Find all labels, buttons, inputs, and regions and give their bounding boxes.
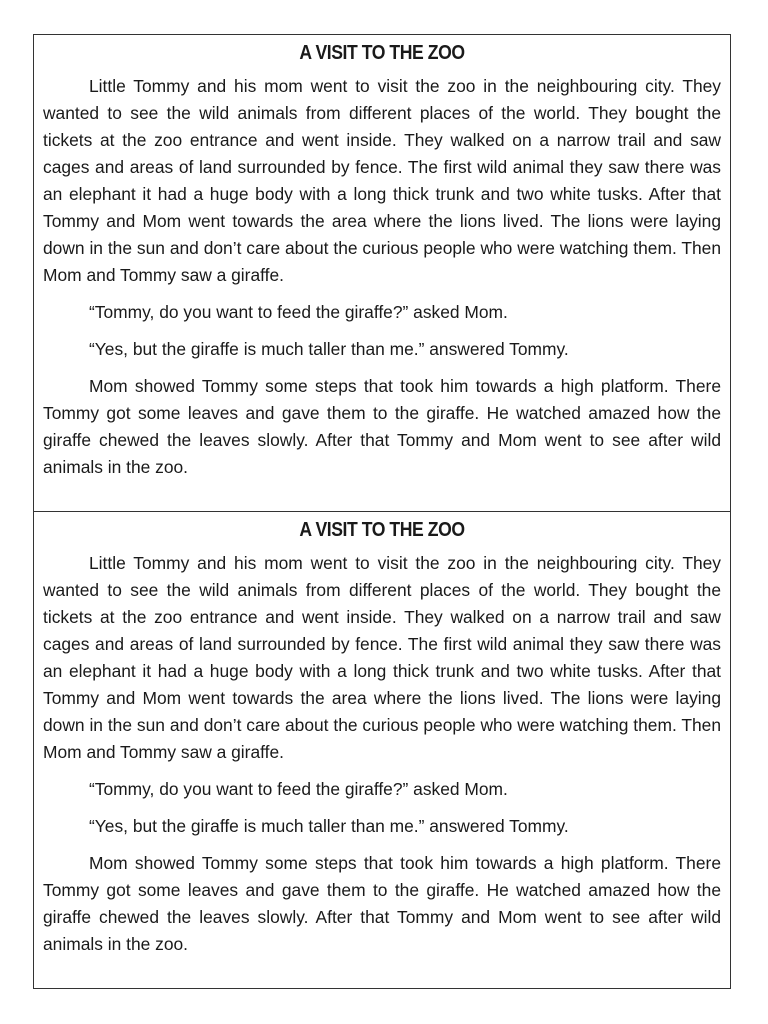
story-card bbox=[33, 511, 731, 989]
story-title: A VISIT TO THE ZOO bbox=[299, 42, 465, 64]
story-dialogue: “Yes, but the giraffe is much taller than me.” answered Tommy. bbox=[89, 816, 569, 836]
story-paragraph: Mom showed Tommy some steps that took him towards a high platform. There Tommy got some leaves and gave them to the giraffe. He watched amazed how the giraffe chewed the leaves slowly. After that Tommy and Mom went to see after wild animals in the zoo. bbox=[43, 376, 721, 477]
story-title: A VISIT TO THE ZOO bbox=[299, 519, 465, 541]
story-dialogue: “Tommy, do you want to feed the giraffe?” asked Mom. bbox=[89, 779, 508, 799]
story-dialogue: “Tommy, do you want to feed the giraffe?” asked Mom. bbox=[89, 302, 508, 322]
story-card bbox=[33, 34, 731, 512]
story-paragraph: Little Tommy and his mom went to visit the zoo in the neighbouring city. They wanted to see the wild animals from different places of the world. They bought the tickets at the zoo entrance and went inside. They walked on a narrow trail and saw cages and areas of land surrounded by fence. The first wild animal they saw there was an elephant it had a huge body with a long thick trunk and two white tusks. After that Tommy and Mom went towards the area where the lions lived. The lions were laying down in the sun and don’t care about the curious people who were watching them. Then Mom and Tommy saw a giraffe. bbox=[43, 553, 721, 762]
story-dialogue: “Yes, but the giraffe is much taller than me.” answered Tommy. bbox=[89, 339, 569, 359]
story-paragraph: Little Tommy and his mom went to visit the zoo in the neighbouring city. They wanted to see the wild animals from different places of the world. They bought the tickets at the zoo entrance and went inside. They walked on a narrow trail and saw cages and areas of land surrounded by fence. The first wild animal they saw there was an elephant it had a huge body with a long thick trunk and two white tusks. After that Tommy and Mom went towards the area where the lions lived. The lions were laying down in the sun and don’t care about the curious people who were watching them. Then Mom and Tommy saw a giraffe. bbox=[43, 76, 721, 285]
story-paragraph: Mom showed Tommy some steps that took him towards a high platform. There Tommy got some leaves and gave them to the giraffe. He watched amazed how the giraffe chewed the leaves slowly. After that Tommy and Mom went to see after wild animals in the zoo. bbox=[43, 853, 721, 954]
